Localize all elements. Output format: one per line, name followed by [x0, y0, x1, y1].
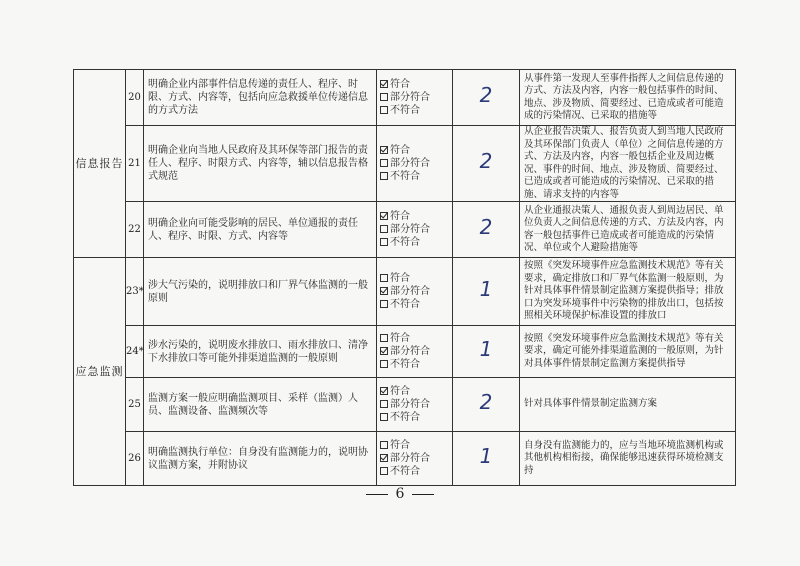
note-text: 从企业通报决策人、通报负责人到周边居民、单位负责人之间信息传递的方式、方法及内容，内容一般包括事件已造成或者可能造成的污染情况、单位或个人避险措施等: [520, 202, 736, 258]
option-conform[interactable]: 符合: [380, 78, 449, 91]
item-number: 20: [126, 70, 144, 126]
option-partial[interactable]: 部分符合: [380, 285, 449, 298]
checkbox-icon[interactable]: [380, 159, 388, 167]
handwritten-score: 2: [479, 215, 493, 239]
table-row: [74, 126, 736, 202]
table-row: [74, 378, 736, 432]
checkbox-icon[interactable]: [380, 225, 388, 233]
option-partial[interactable]: 部分符合: [380, 91, 449, 104]
footer-dash-right: [412, 494, 434, 495]
options-cell: [377, 326, 453, 378]
option-partial[interactable]: 部分符合: [380, 345, 449, 358]
checkbox-icon[interactable]: [380, 93, 388, 101]
category-cell: [74, 70, 126, 258]
option-conform[interactable]: 符合: [380, 272, 449, 285]
requirement-text: 明确企业向可能受影响的居民、单位通报的责任人、程序、时限、方式、内容等: [144, 202, 377, 258]
option-partial[interactable]: 部分符合: [380, 157, 449, 170]
option-nonconform[interactable]: 不符合: [380, 298, 449, 311]
table-row: [74, 326, 736, 378]
options-cell: [377, 70, 453, 126]
item-number: 26: [126, 432, 144, 486]
options-cell: [377, 202, 453, 258]
option-nonconform[interactable]: 不符合: [380, 170, 449, 183]
requirement-text: 明确企业内部事件信息传递的责任人、程序、时限、方式、内容等，包括向应急救援单位传递信息的方式方法: [144, 70, 377, 126]
category-cell: [74, 258, 126, 486]
table-row: [74, 432, 736, 486]
score-cell: [453, 378, 520, 432]
checkbox-icon[interactable]: [380, 212, 388, 220]
footer-dash-left: [366, 494, 388, 495]
checkbox-icon[interactable]: [380, 287, 388, 295]
handwritten-score: 1: [479, 277, 493, 301]
note-text: 针对具体事件情景制定监测方案: [520, 378, 736, 432]
handwritten-score: 1: [479, 444, 493, 468]
requirement-text: 明确企业向当地人民政府及其环保等部门报告的责任人、程序、时限方式、内容等，辅以信息报告格式规范: [144, 126, 377, 202]
table-row: [74, 70, 736, 126]
handwritten-score: 1: [479, 337, 493, 361]
option-partial[interactable]: 部分符合: [380, 398, 449, 411]
note-text: 按照《突发环境事件应急监测技术规范》等有关要求，确定排放口和厂界气体监测一般原则，为针对具体事件情景制定监测方案提供指导；排放口为突发环境事件中污染物的排放出口，包括按照相关环境保护标准设置的排放口: [520, 258, 736, 326]
option-partial[interactable]: 部分符合: [380, 452, 449, 465]
checkbox-icon[interactable]: [380, 80, 388, 88]
item-number: 24*: [126, 326, 144, 378]
option-conform[interactable]: 符合: [380, 210, 449, 223]
option-nonconform[interactable]: 不符合: [380, 411, 449, 424]
requirement-text: 监测方案一般应明确监测项目、采样（监测）人员、监测设备、监测频次等: [144, 378, 377, 432]
options-cell: [377, 432, 453, 486]
handwritten-score: 2: [479, 149, 493, 173]
score-cell: [453, 70, 520, 126]
page-number: 6: [395, 486, 405, 502]
options-cell: [377, 378, 453, 432]
score-cell: [453, 202, 520, 258]
checkbox-icon[interactable]: [380, 300, 388, 308]
handwritten-score: 2: [479, 390, 493, 414]
checkbox-icon[interactable]: [380, 400, 388, 408]
checkbox-icon[interactable]: [380, 238, 388, 246]
note-text: 自身没有监测能力的，应与当地环境监测机构或其他机构相衔接，确保能够迅速获得环境检测支持: [520, 432, 736, 486]
category-label: 应急监测: [75, 365, 124, 378]
note-text: 从企业报告决策人、报告负责人到当地人民政府及其环保部门负责人（单位）之间信息传递的方式、方法及内容，内容一般包括企业及周边概况、事件的时间、地点、涉及物质、简要经过、已造成或者可能造成的污染情况、已采取的措施、请求支持的内容等: [520, 126, 736, 202]
checkbox-icon[interactable]: [380, 360, 388, 368]
category-label: 信息报告: [75, 157, 124, 170]
checkbox-icon[interactable]: [380, 106, 388, 114]
score-cell: [453, 126, 520, 202]
checkbox-icon[interactable]: [380, 347, 388, 355]
requirement-text: 涉大气污染的，说明排放口和厂界气体监测的一般原则: [144, 258, 377, 326]
option-nonconform[interactable]: 不符合: [380, 104, 449, 117]
option-conform[interactable]: 符合: [380, 385, 449, 398]
item-number: 21: [126, 126, 144, 202]
options-cell: [377, 126, 453, 202]
checkbox-icon[interactable]: [380, 441, 388, 449]
requirement-text: 明确监测执行单位：自身没有监测能力的，说明协议监测方案，并附协议: [144, 432, 377, 486]
option-conform[interactable]: 符合: [380, 332, 449, 345]
item-number: 22: [126, 202, 144, 258]
checkbox-icon[interactable]: [380, 467, 388, 475]
item-number: 23*: [126, 258, 144, 326]
table-row: [74, 202, 736, 258]
assessment-table: [73, 69, 736, 486]
checkbox-icon[interactable]: [380, 413, 388, 421]
option-partial[interactable]: 部分符合: [380, 223, 449, 236]
score-cell: [453, 432, 520, 486]
item-number: 25: [126, 378, 144, 432]
option-conform[interactable]: 符合: [380, 144, 449, 157]
option-conform[interactable]: 符合: [380, 439, 449, 452]
checkbox-icon[interactable]: [380, 334, 388, 342]
score-cell: [453, 326, 520, 378]
score-cell: [453, 258, 520, 326]
options-cell: [377, 258, 453, 326]
option-nonconform[interactable]: 不符合: [380, 465, 449, 478]
handwritten-score: 2: [479, 83, 493, 107]
requirement-text: 涉水污染的，说明废水排放口、雨水排放口、清净下水排放口等可能外排渠道监测的一般原则: [144, 326, 377, 378]
checkbox-icon[interactable]: [380, 387, 388, 395]
option-nonconform[interactable]: 不符合: [380, 236, 449, 249]
table-row: [74, 258, 736, 326]
page-footer: [0, 486, 800, 502]
note-text: 从事件第一发现人至事件指挥人之间信息传递的方式、方法及内容，内容一般包括事件的时间、地点、涉及物质、简要经过、已造成或者可能造成的污染情况、已采取的措施等: [520, 70, 736, 126]
checkbox-icon[interactable]: [380, 454, 388, 462]
checkbox-icon[interactable]: [380, 274, 388, 282]
checkbox-icon[interactable]: [380, 172, 388, 180]
option-nonconform[interactable]: 不符合: [380, 358, 449, 371]
note-text: 按照《突发环境事件应急监测技术规范》等有关要求，确定可能外排渠道监测的一般原则，为针对具体事件情景制定监测方案提供指导: [520, 326, 736, 378]
checkbox-icon[interactable]: [380, 146, 388, 154]
